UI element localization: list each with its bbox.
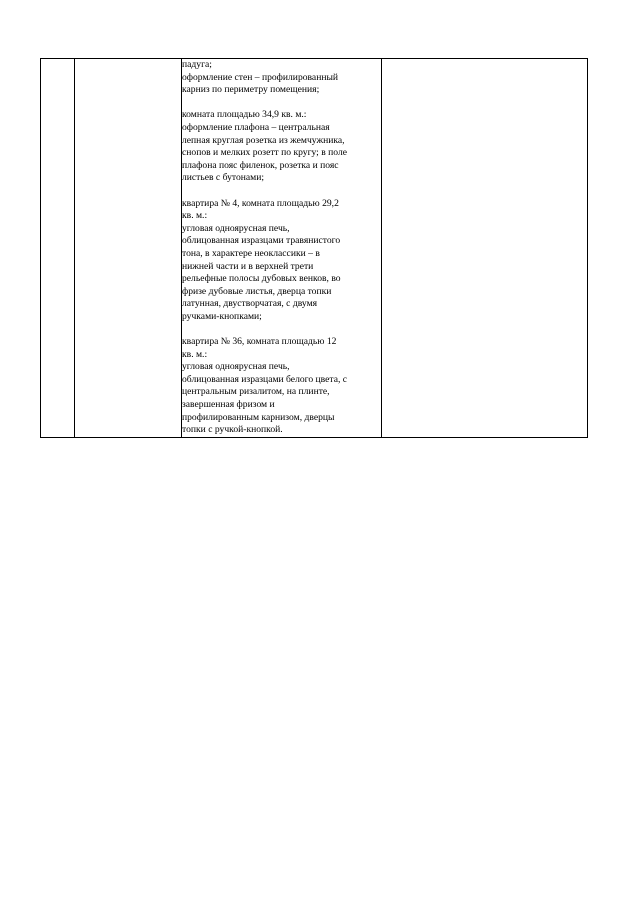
text-line: фризе дубовые листья, дверца топки (182, 285, 332, 297)
text-line: кв. м.: (182, 348, 208, 360)
text-line: рельефные полосы дубовых венков, во (182, 273, 341, 285)
text-line: тона, в характере неоклассики – в (182, 247, 320, 259)
description-paragraph (182, 198, 381, 324)
text-line: кв. м.: (182, 210, 208, 222)
table-row (41, 59, 588, 438)
text-line: латунная, двустворчатая, с двумя (182, 298, 318, 310)
text-line: квартира № 4, комната площадью 29,2 (182, 197, 339, 209)
description-paragraph (182, 59, 381, 97)
description-paragraph (182, 109, 381, 185)
text-line: облицованная изразцами белого цвета, с (182, 373, 348, 385)
text-line: плафона пояс филенок, розетка и пояс (182, 159, 339, 171)
text-line: топки с ручкой-кнопкой. (182, 424, 283, 436)
table-cell-name (75, 59, 182, 438)
table-cell-number (41, 59, 75, 438)
text-line: угловая одноярусная печь, (182, 222, 290, 234)
text-line: облицованная изразцами травянистого (182, 235, 341, 247)
text-line: ручками-кнопками; (182, 310, 262, 322)
text-line: комната площадью 34,9 кв. м.: (182, 109, 307, 121)
object-table (40, 58, 588, 438)
text-line: нижней части и в верхней трети (182, 260, 314, 272)
text-line: квартира № 36, комната площадью 12 (182, 336, 337, 348)
text-line: оформление стен – профилированный (182, 71, 339, 83)
text-line: лепная круглая розетка из жемчужника, (182, 134, 345, 146)
text-line: карниз по периметру помещения; (182, 84, 320, 96)
text-line: угловая одноярусная печь, (182, 361, 290, 373)
table-cell-notes (382, 59, 588, 438)
description-paragraph (182, 336, 381, 437)
text-line: снопов и мелких розетт по кругу; в поле (182, 147, 348, 159)
table-cell-description (182, 59, 382, 438)
text-line: центральным ризалитом, на плинте, (182, 386, 330, 398)
text-line: завершенная фризом и (182, 399, 275, 411)
text-line: оформление плафона – центральная (182, 121, 330, 133)
text-line: падуга; (182, 59, 212, 70)
text-line: листьев с бутонами; (182, 172, 265, 184)
text-line: профилированным карнизом, дверцы (182, 411, 335, 423)
